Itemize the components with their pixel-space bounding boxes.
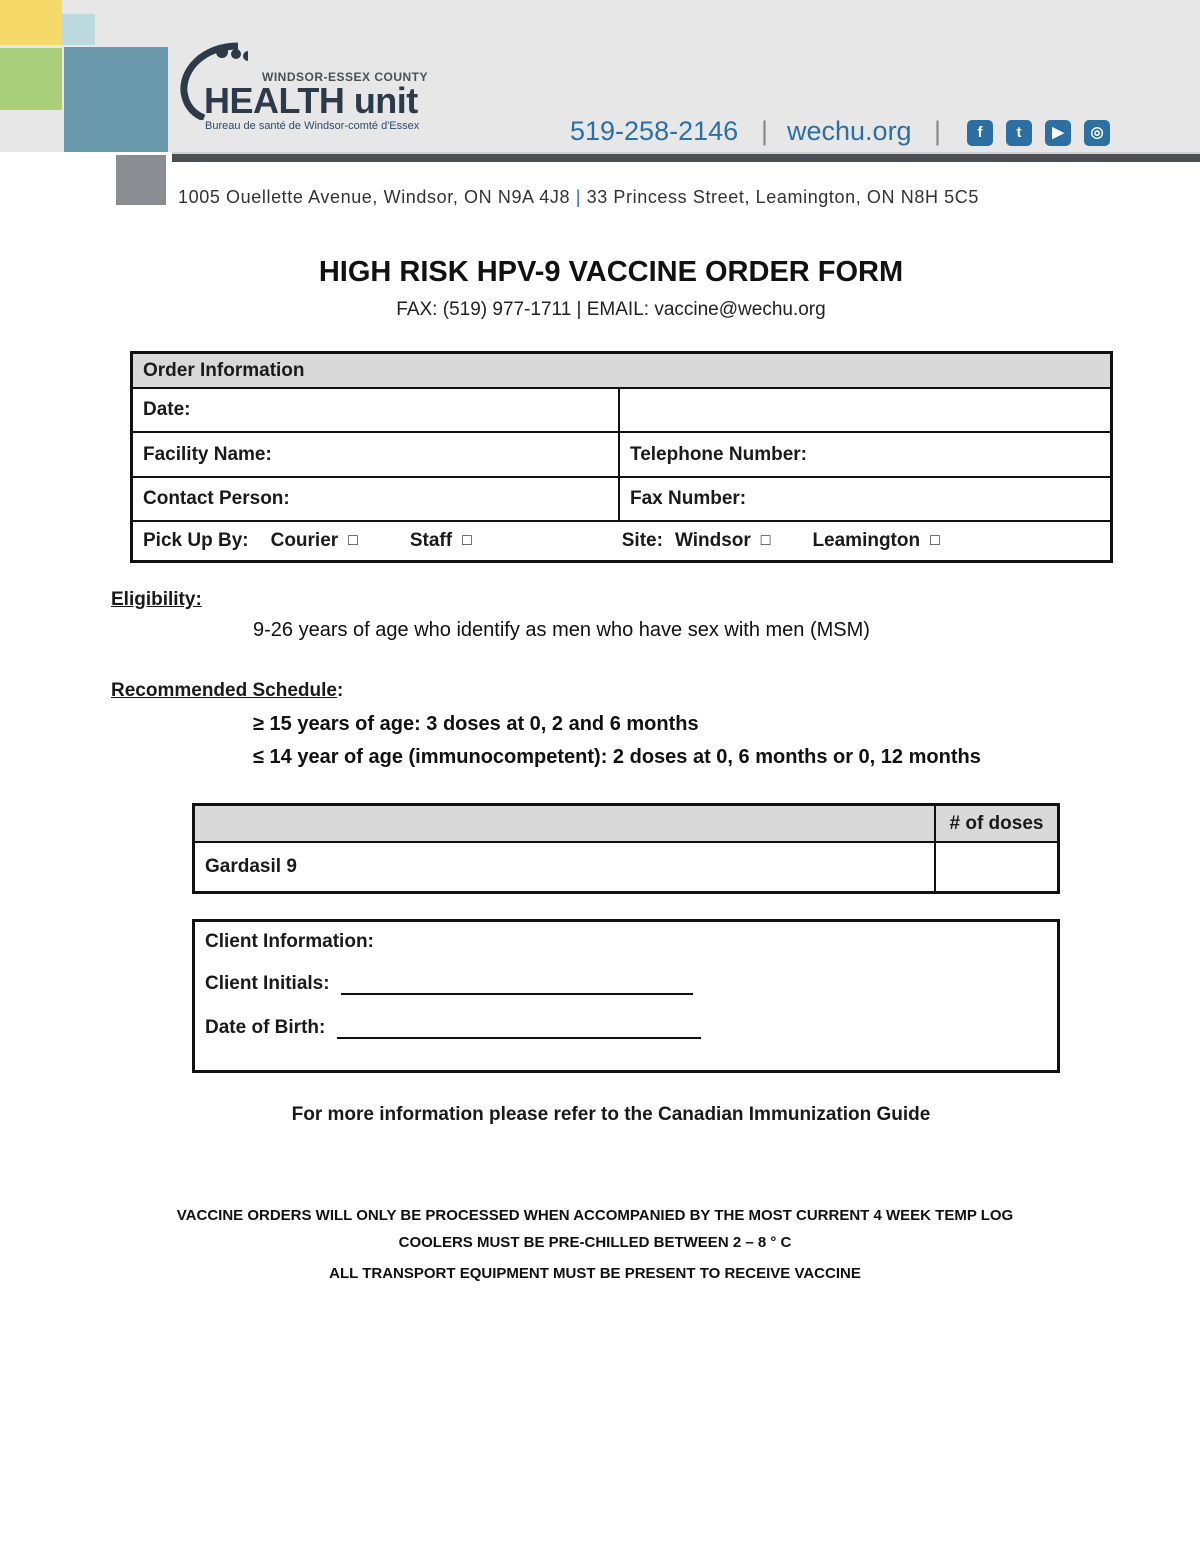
dob-label: Date of Birth: [205, 1017, 326, 1038]
order-info-heading: Order Information [143, 359, 305, 381]
pickup-cell [133, 522, 1110, 560]
cooler-notice: COOLERS MUST BE PRE-CHILLED BETWEEN 2 – 8 ° C [398, 1234, 792, 1251]
logo-county-text: WINDSOR-ESSEX COUNTY [262, 70, 429, 84]
client-initials-field[interactable] [341, 973, 693, 995]
address-leamington: 33 Princess Street, Leamington, ON N8H 5C5 [586, 187, 979, 207]
logo-wordmark: HEALTH unit [204, 80, 418, 121]
fax-email-line: FAX: (519) 977-1711 | EMAIL: vaccine@wechu.org [396, 299, 826, 320]
separator: | [761, 116, 769, 146]
reference-note: For more information please refer to the Canadian Immunization Guide [291, 1104, 931, 1125]
page-title: HIGH RISK HPV-9 VACCINE ORDER FORM [318, 256, 904, 288]
facility-row [133, 431, 1110, 476]
schedule-line-15plus: ≥ 15 years of age: 3 doses at 0, 2 and 6 months [253, 713, 699, 735]
courier-checkbox[interactable]: □ [348, 532, 358, 549]
eligibility-label: Eligibility: [111, 589, 202, 610]
contact-row [133, 476, 1110, 520]
order-info-header-row [133, 354, 1110, 387]
client-info-box [192, 919, 1060, 1073]
doses-header-row [195, 806, 1057, 843]
facility-name-field[interactable]: Facility Name: [133, 433, 620, 476]
schedule-colon: : [336, 680, 344, 701]
doses-header-blank [195, 806, 936, 841]
contact-person-field[interactable]: Contact Person: [133, 478, 620, 520]
facebook-icon[interactable]: f [967, 120, 993, 146]
gardasil-label: Gardasil 9 [195, 843, 936, 891]
staff-label: Staff [409, 530, 453, 551]
fax-number-field[interactable]: Fax Number: [630, 488, 747, 509]
decor-square-gray [116, 155, 166, 205]
date-blank-field[interactable] [620, 389, 1110, 431]
dob-row [205, 1017, 701, 1039]
decor-square-lightblue [62, 14, 95, 45]
staff-checkbox[interactable]: □ [462, 532, 472, 549]
temp-log-notice: VACCINE ORDERS WILL ONLY BE PROCESSED WHEN ACCOMPANIED BY THE MOST CURRENT 4 WEEK TEMP LOG [176, 1207, 1014, 1224]
client-info-heading: Client Information: [205, 931, 374, 952]
leamington-checkbox[interactable]: □ [930, 532, 940, 549]
header-rule [172, 154, 1200, 162]
address-line [178, 187, 979, 208]
address-windsor: 1005 Ouellette Avenue, Windsor, ON N9A 4J8 [178, 187, 571, 207]
doses-header: # of doses [949, 812, 1044, 834]
phone-number[interactable]: 519-258-2146 [570, 116, 739, 146]
pickup-row [133, 520, 1110, 560]
separator: | [934, 116, 942, 146]
twitter-icon[interactable]: t [1006, 120, 1032, 146]
schedule-label: Recommended Schedule [111, 680, 337, 701]
decor-square-yellow [0, 0, 62, 45]
client-initials-label: Client Initials: [205, 973, 330, 994]
logo-french-text: Bureau de santé de Windsor-comté d'Essex [205, 120, 420, 132]
windsor-label: Windsor [674, 530, 751, 551]
order-info-table [130, 351, 1113, 563]
decor-square-teal [64, 47, 168, 152]
doses-table [192, 803, 1060, 894]
pickup-label: Pick Up By: [143, 530, 249, 551]
eligibility-text: 9-26 years of age who identify as men who have sex with men (MSM) [253, 619, 870, 641]
website-link[interactable]: wechu.org [787, 116, 912, 146]
client-initials-row [205, 973, 693, 995]
transport-notice: ALL TRANSPORT EQUIPMENT MUST BE PRESENT TO RECEIVE VACCINE [329, 1265, 861, 1282]
leamington-label: Leamington [812, 530, 921, 551]
decor-square-green [0, 48, 62, 110]
gardasil-doses-field[interactable] [936, 843, 1057, 891]
youtube-icon[interactable]: ▶ [1045, 120, 1071, 146]
site-label: Site: [621, 530, 663, 551]
separator: | [575, 187, 581, 207]
telephone-field[interactable]: Telephone Number: [630, 443, 807, 465]
date-row [133, 387, 1110, 431]
schedule-line-14under: ≤ 14 year of age (immunocompetent): 2 doses at 0, 6 months or 0, 12 months [253, 746, 981, 768]
windsor-checkbox[interactable]: □ [760, 532, 771, 549]
courier-label: Courier [270, 530, 339, 551]
dob-field[interactable] [337, 1017, 701, 1039]
date-field[interactable]: Date: [133, 389, 620, 431]
schedule-heading [111, 680, 343, 702]
instagram-icon[interactable]: ◎ [1084, 120, 1110, 146]
gardasil-row [195, 843, 1057, 891]
